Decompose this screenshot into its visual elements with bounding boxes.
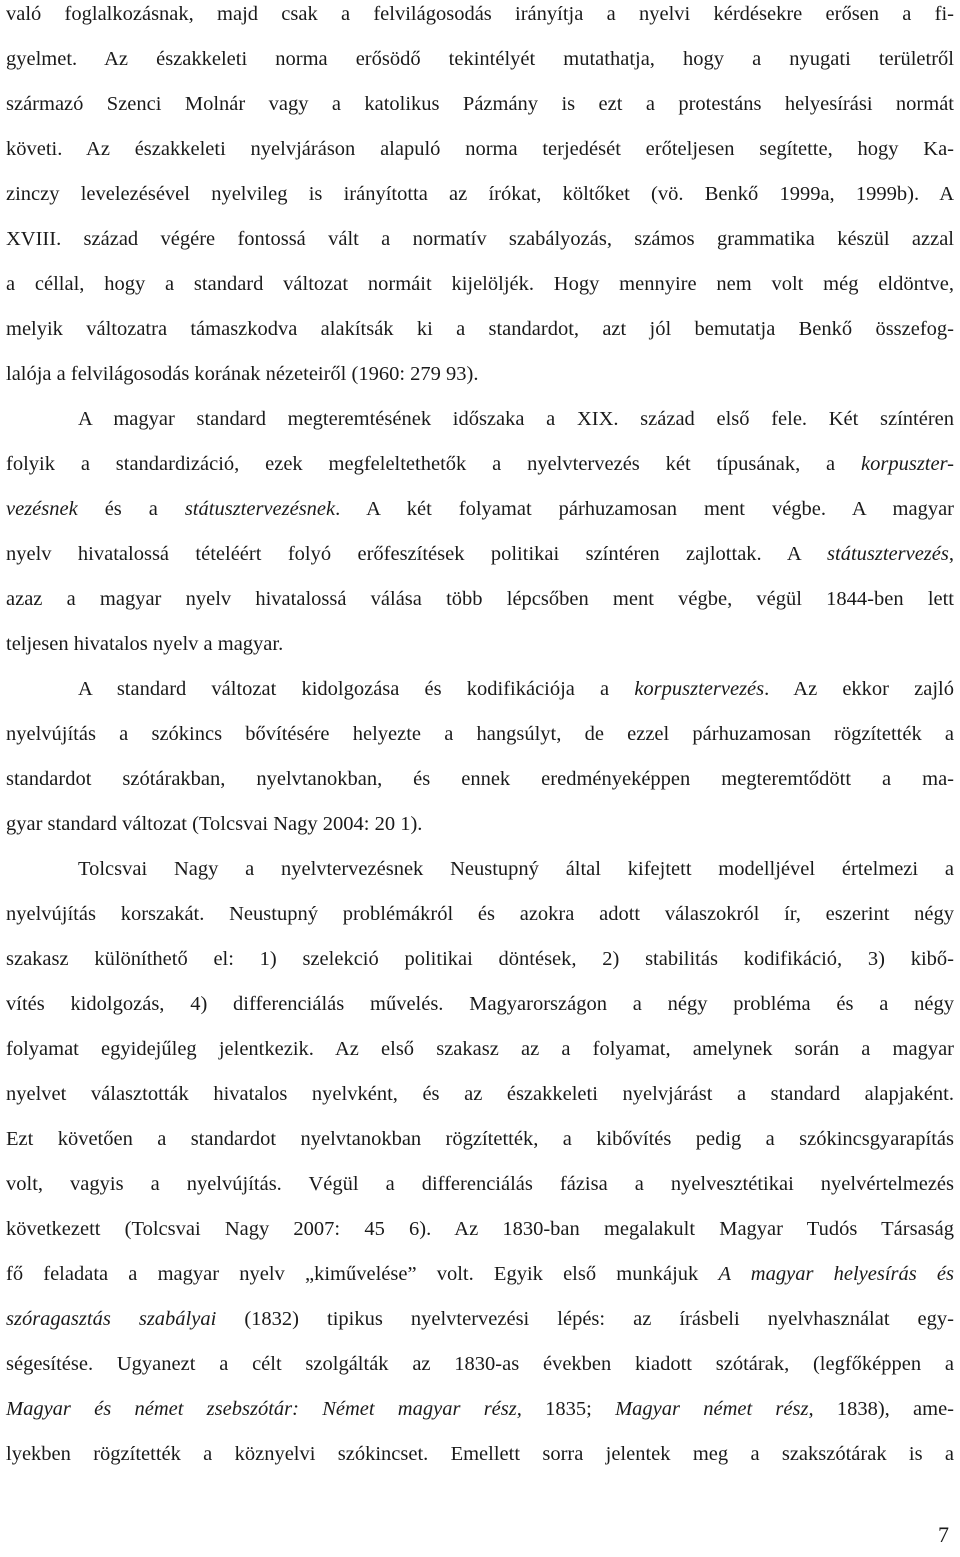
text-line: következett (Tolcsvai Nagy 2007: 45 6). Az 1830-ban megalakult Magyar Tudós Társaság [6,1218,954,1240]
text-segment: A standard változat kidolgozása és kodifikációja a [78,678,610,700]
text-line: volt, vagyis a nyelvújítás. Végül a differenciálás fázisa a nyelvesztétikai nyelvértelmezés [6,1173,954,1195]
text-segment: és a [104,498,158,520]
text-line [6,497,954,521]
text-line [6,1307,954,1331]
text-line: ségesítése. Ugyanezt a célt szolgálták az 1830-as években kiadott szótárak, (legfőképpen a [6,1353,954,1375]
italic-term: vezésnek [6,498,78,520]
text-line: zinczy levelezésével nyelvileg is irányította az írókat, költőket (vö. Benkő 1999a, 1999b). A [6,183,954,205]
text-line: vítés kidolgozás, 4) differenciálás művelés. Magyarországon a négy probléma és a négy [6,993,954,1015]
text-segment: 1838), ame- [836,1398,954,1420]
text-line: gyar standard változat (Tolcsvai Nagy 2004: 20 1). [6,813,423,835]
italic-title: Magyar német rész, [615,1398,814,1420]
text-line: nyelvújítás a szókincs bővítésére helyezte a hangsúlyt, de ezzel párhuzamosan rögzítették a [6,723,954,745]
text-line [6,542,954,566]
text-line: nyelvújítás korszakát. Neustupný problémákról és azokra adott válaszokról ír, eszerint négy [6,903,954,925]
text-line: standardot szótárakban, nyelvtanokban, és ennek eredményeképpen megteremtődött a ma- [6,768,954,790]
italic-term: korpusztervezés [634,678,765,700]
text-line [6,1262,954,1286]
text-segment: (1832) tipikus nyelvtervezési lépés: az írásbeli nyelvhasználat egy- [244,1308,954,1330]
text-line: azaz a magyar nyelv hivatalossá válása több lépcsőben ment végbe, végül 1844-ben lett [6,588,954,610]
text-line: származó Szenci Molnár vagy a katolikus Pázmány is ezt a protestáns helyesírási normát [6,93,954,115]
italic-title: Magyar és német zsebszótár: Német magyar rész, [6,1398,522,1420]
text-line: a céllal, hogy a standard változat normáit kijelöljék. Hogy mennyire nem volt még eldöntve, [6,273,954,295]
text-line: szakasz különíthető el: 1) szelekció politikai döntések, 2) stabilitás kodifikáció, 3) kibő- [6,948,954,970]
text-line [6,1397,954,1421]
text-line: gyelmet. Az északkeleti norma erősödő tekintélyét mutathatja, hogy a nyugati területről [6,48,954,70]
text-line: követi. Az északkeleti nyelvjáráson alapuló norma terjedését erőteljesen segítette, hogy Ka- [6,138,954,160]
text-line: Tolcsvai Nagy a nyelvtervezésnek Neustupný által kifejtett modelljével értelmezi a [78,858,954,880]
text-line: folyamat egyidejűleg jelentkezik. Az első szakasz az a folyamat, amelynek során a magyar [6,1038,954,1060]
italic-title: szóragasztás szabályai [6,1308,217,1330]
text-line [78,677,954,701]
text-line [6,452,954,476]
italic-term: státusztervezésnek [184,498,336,520]
text-segment: . A két folyamat párhuzamosan ment végbe. A magyar [335,498,954,520]
text-line: teljesen hivatalos nyelv a magyar. [6,633,284,655]
text-segment: , [948,543,954,565]
text-segment: . Az ekkor zajló [764,678,954,700]
text-line: XVIII. század végére fontossá vált a normatív szabályozás, számos grammatika készül azzal [6,228,954,250]
text-segment: fő feladata a magyar nyelv „kiművelése” volt. Egyik első munkájuk [6,1263,699,1285]
page-number: 7 [938,1522,949,1547]
italic-term: korpuszter- [861,453,954,475]
text-line: lalója a felvilágosodás korának nézeteiről (1960: 279 93). [6,363,479,385]
text-segment: 1835; [545,1398,592,1420]
italic-term: státusztervezés [827,543,949,565]
italic-title: A magyar helyesírás és [718,1263,955,1285]
text-segment: folyik a standardizáció, ezek megfeleltethetők a nyelvtervezés két típusának, a [6,453,836,475]
text-line: lyekben rögzítették a köznyelvi szókincset. Emellett sorra jelentek meg a szakszótárak is a [6,1443,954,1465]
text-segment: nyelv hivatalossá tételéért folyó erőfeszítések politikai színtéren zajlottak. A [6,543,801,565]
text-line: Ezt követően a standardot nyelvtanokban rögzítették, a kibővítés pedig a szókincsgyarapítás [6,1128,954,1150]
text-line: való foglalkozásnak, majd csak a felvilágosodás irányítja a nyelvi kérdésekre erősen a fi- [6,3,954,25]
text-line: A magyar standard megteremtésének időszaka a XIX. század első fele. Két színtéren [78,408,954,430]
text-line: melyik változatra támaszkodva alakítsák ki a standardot, azt jól bemutatja Benkő összefog- [6,318,954,340]
text-line: nyelvet választották hivatalos nyelvként, és az északkeleti nyelvjárást a standard alapjaként. [6,1083,954,1105]
